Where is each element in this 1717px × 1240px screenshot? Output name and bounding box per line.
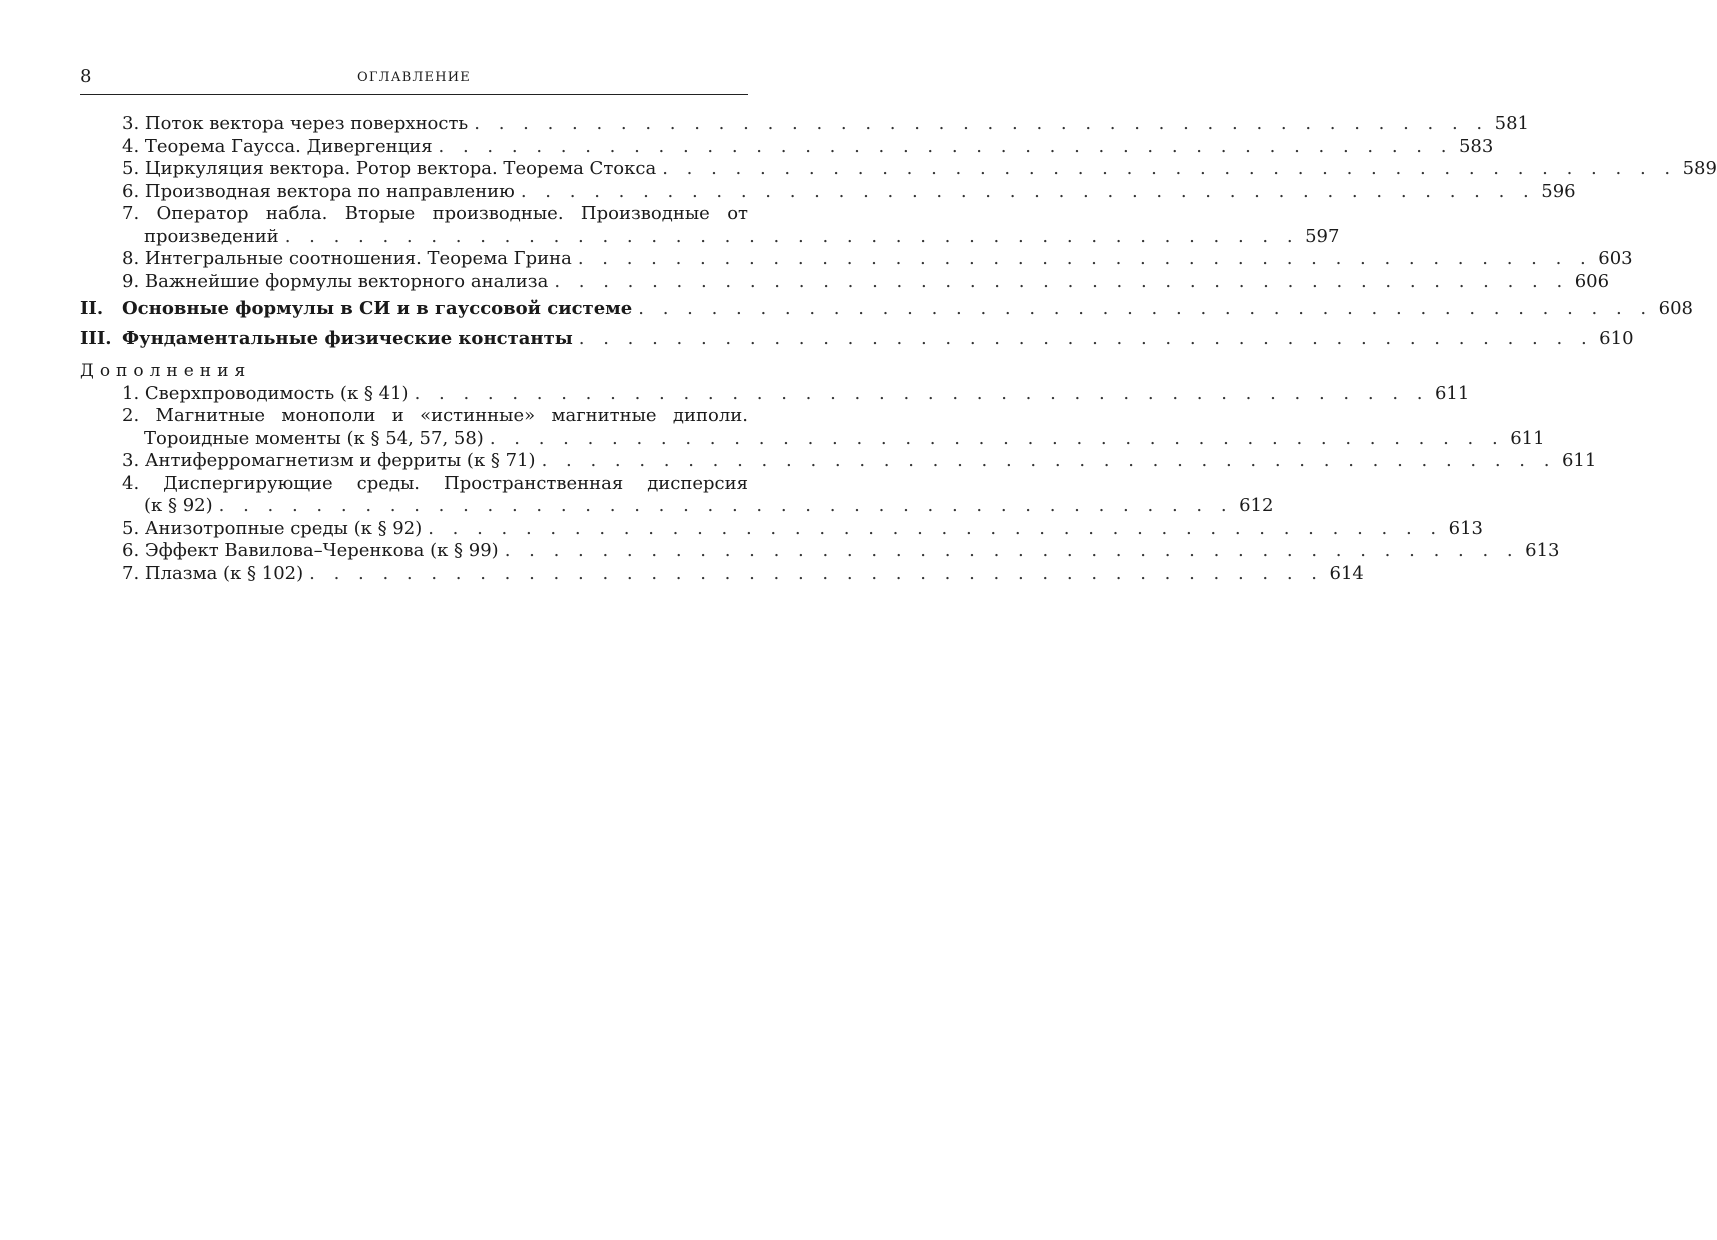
toc-entry[interactable] [80, 203, 1340, 248]
toc-entry-page: 581 [1494, 113, 1530, 134]
toc-entry-page: 589 [1682, 158, 1717, 179]
running-title: ОГЛАВЛЕНИЕ [356, 70, 471, 85]
leader-dots: . . . . . . . . . . . . . . . . . . . . . . . . . . . . . . . . . . . . . . . . . . [474, 113, 1489, 134]
toc-entry-page: 597 [1305, 225, 1340, 247]
leader-dots: . . . . . . . . . . . . . . . . . . . . . . . . . . . . . . . . . . . . . . . . . . [428, 517, 1443, 539]
toc-entry[interactable] [80, 517, 1483, 541]
toc-entry-page: 611 [1561, 450, 1597, 471]
supplements-heading: Дополнения [80, 361, 252, 381]
toc-entry-title: 5. Циркуляция вектора. Ротор вектора. Теорема Стокса [122, 158, 657, 179]
toc-entry-page: 614 [1329, 562, 1364, 584]
toc-entry-title: 9. Важнейшие формулы векторного анализа [122, 270, 549, 292]
toc-entry-title-line1: 7. Оператор набла. Вторые производные. Производные от [122, 203, 748, 224]
toc-entry-page: 603 [1598, 248, 1633, 269]
toc-entry-title-line1: 4. Диспергирующие среды. Пространственная дисперсия [122, 472, 748, 494]
leader-dots: . . . . . . . . . . . . . . . . . . . . . . . . . . . . . . . . . . . . . . . . . . [414, 382, 1429, 404]
toc-entry-title: 3. Поток вектора через поверхность [122, 113, 469, 134]
toc-entry[interactable] [80, 472, 1274, 518]
toc-entry-title: 5. Анизотропные среды (к § 92) [122, 517, 423, 539]
toc-entry-page: 606 [1574, 270, 1610, 292]
toc-entry-title: 7. Плазма (к § 102) [122, 562, 304, 584]
page-header [80, 64, 748, 95]
leader-dots: . . . . . . . . . . . . . . . . . . . . . . . . . . . . . . . . . . . . . . . . . . [504, 540, 1520, 561]
part-number: III. [80, 327, 112, 349]
toc-entry-page: 613 [1448, 517, 1483, 539]
part-page: 610 [1599, 327, 1634, 349]
toc-entry-title: 6. Эффект Вавилова–Черенкова (к § 99) [122, 540, 499, 561]
leader-dots: . . . . . . . . . . . . . . . . . . . . . . . . . . . . . . . . . . . . . . . . . . [554, 270, 1569, 292]
toc-entry-title-line2: произведений [144, 225, 279, 247]
toc-part-entry[interactable] [80, 298, 1694, 321]
leader-dots: . . . . . . . . . . . . . . . . . . . . . . . . . . . . . . . . . . . . . . . . . . [662, 158, 1677, 179]
toc-entry[interactable] [80, 158, 1717, 181]
toc-entry[interactable] [80, 135, 1494, 159]
toc-entry[interactable] [80, 113, 1530, 136]
toc-entry[interactable] [80, 382, 1470, 406]
toc-entry-title: 1. Сверхпроводимость (к § 41) [122, 382, 409, 404]
toc-entry-title: 8. Интегральные соотношения. Теорема Грина [122, 248, 572, 269]
toc-entry[interactable] [80, 405, 1545, 450]
leader-dots: . . . . . . . . . . . . . . . . . . . . . . . . . . . . . . . . . . . . . . . . . . [438, 135, 1453, 157]
leader-dots: . . . . . . . . . . . . . . . . . . . . . . . . . . . . . . . . . . . . . . . . . . [309, 562, 1324, 584]
toc-entry-page: 611 [1510, 427, 1545, 449]
leader-dots: . . . . . . . . . . . . . . . . . . . . . . . . . . . . . . . . . . . . . . . . . . [218, 495, 1234, 516]
leader-dots: . . . . . . . . . . . . . . . . . . . . . . . . . . . . . . . . . . . . . . . . . . [638, 298, 1653, 319]
toc-entry-title-line1: 2. Магнитные монополи и «истинные» магнитные диполи. [122, 405, 748, 426]
toc-part-entry[interactable] [80, 327, 1634, 351]
toc-entry[interactable] [80, 270, 1610, 294]
toc-entry[interactable] [80, 562, 1364, 586]
table-of-contents [80, 113, 1717, 585]
leader-dots: . . . . . . . . . . . . . . . . . . . . . . . . . . . . . . . . . . . . . . . . . . [577, 248, 1593, 269]
toc-entry-title-line2: Тороидные моменты (к § 54, 57, 58) [144, 427, 484, 449]
part-page: 608 [1658, 298, 1694, 319]
leader-dots: . . . . . . . . . . . . . . . . . . . . . . . . . . . . . . . . . . . . . . . . . . [520, 180, 1536, 202]
toc-entry[interactable] [80, 248, 1633, 271]
leader-dots: . . . . . . . . . . . . . . . . . . . . . . . . . . . . . . . . . . . . . . . . . . [489, 427, 1505, 449]
toc-entry-title: 6. Производная вектора по направлению [122, 180, 515, 202]
toc-entry-page: 612 [1239, 495, 1274, 516]
toc-entry-page: 611 [1434, 382, 1470, 404]
toc-entry[interactable] [80, 180, 1576, 204]
part-title: Основные формулы в СИ и в гауссовой системе [122, 298, 633, 319]
leader-dots: . . . . . . . . . . . . . . . . . . . . . . . . . . . . . . . . . . . . . . . . . . [578, 327, 1594, 349]
leader-dots: . . . . . . . . . . . . . . . . . . . . . . . . . . . . . . . . . . . . . . . . . . [284, 225, 1300, 247]
toc-entry-title-line2: (к § 92) [144, 495, 213, 516]
toc-entry[interactable] [80, 450, 1597, 473]
toc-entry-page: 613 [1525, 540, 1560, 561]
toc-entry-page: 596 [1541, 180, 1576, 202]
page-number: 8 [80, 66, 92, 87]
toc-entry-page: 583 [1458, 135, 1494, 157]
toc-entry-title: 4. Теорема Гаусса. Дивергенция [122, 135, 433, 157]
toc-entry-title: 3. Антиферромагнетизм и ферриты (к § 71) [122, 450, 536, 471]
toc-entry[interactable] [80, 540, 1560, 563]
part-title: Фундаментальные физические константы [122, 327, 573, 349]
part-number: II. [80, 298, 104, 319]
leader-dots: . . . . . . . . . . . . . . . . . . . . . . . . . . . . . . . . . . . . . . . . . . [541, 450, 1556, 471]
